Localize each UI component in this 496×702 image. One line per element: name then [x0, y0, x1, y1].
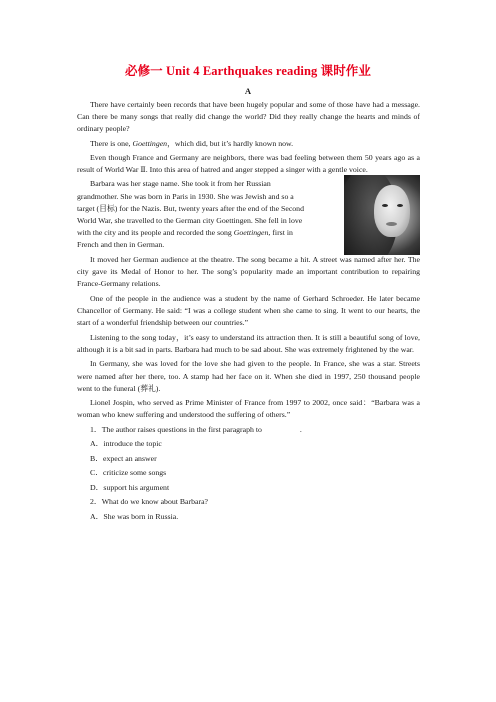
option-1b: B．expect an answer	[90, 453, 157, 463]
option-1a: A．introduce the topic	[90, 439, 162, 449]
song-title: Goettingen	[132, 138, 168, 148]
paragraph-1: There have certainly been records that have been hugely popular and some of those have had a message. Can there be many songs that really did change the world? Did they really change the hearts and minds of ordinary people?	[77, 100, 420, 134]
paragraph-3: Even though France and Germany are neighbors, there was bad feeling between them 50 years ago as a result of World War Ⅱ. Into this area of hatred and anger stepped a singer with a gentle voice.	[77, 152, 420, 174]
option-1d: D．support his argument	[90, 482, 170, 492]
paragraph-4-line: World War, she travelled to the German city Goettingen. She fell in love	[77, 215, 303, 225]
article-body	[77, 99, 420, 525]
song-title: Goettingen	[233, 228, 269, 238]
paragraph-4-line: grandmother. She was born in Paris in 1930. She was Jewish and so a	[77, 191, 294, 201]
paragraph-4-line: target (目标) for the Nazis. But, twenty years after the end of the Second	[77, 203, 304, 213]
portrait-face	[374, 185, 410, 237]
option-2a: A．She was born in Russia.	[90, 511, 179, 521]
paragraph-4-line: Barbara was her stage name. She took it from her Russian	[90, 179, 271, 189]
portrait-photo	[344, 175, 420, 255]
option-1c: C．criticize some songs	[90, 468, 167, 478]
paragraph-2: There is one, Goettingen，which did, but it’s hardly known now.	[90, 138, 294, 148]
paragraph-9: Lionel Jospin, who served as Prime Minister of France from 1997 to 2002, once said：“Barbara was a woman who knew suffering and understood the suffering of others.”	[77, 398, 420, 420]
section-label: A	[244, 86, 252, 96]
paragraph-4-block	[77, 178, 420, 251]
paragraph-4-line: with the city and its people and recorded the song Goettingen, first in	[77, 228, 293, 238]
paragraph-7: Listening to the song today，it’s easy to understand its attraction then. It is still a beautiful song of love, although it is a bit sad in parts. Barbara had much to be sad about. She was extremely frightened by the war.	[77, 332, 420, 354]
paragraph-4-line: French and then in German.	[77, 240, 165, 250]
paragraph-5: It moved her German audience at the theatre. The song became a hit. A street was named after her. The city gave its Medal of Honor to her. The song’s popularity made an important contribution to repairing France-Germany relations.	[77, 254, 420, 289]
paragraph-4	[77, 178, 339, 251]
paragraph-6: One of the people in the audience was a student by the name of Gerhard Schroeder. He later became Chancellor of Germany. He said: “I was a college student when she came to sing. It went to our hearts, the start of a wonderful friendship between our countries.”	[77, 293, 420, 328]
paragraph-8: In Germany, she was loved for the love she had given to the people. In France, she was a star. Streets were named after her there, too. A stamp had her face on it. When she died in 1997, 250 thousand people went to the funeral (葬礼).	[77, 359, 420, 393]
question-2: 2．What do we know about Barbara?	[90, 497, 208, 507]
document-title: 必修一 Unit 4 Earthquakes reading 课时作业	[124, 64, 371, 78]
question-1: 1．The author raises questions in the first paragraph to .	[90, 424, 302, 434]
